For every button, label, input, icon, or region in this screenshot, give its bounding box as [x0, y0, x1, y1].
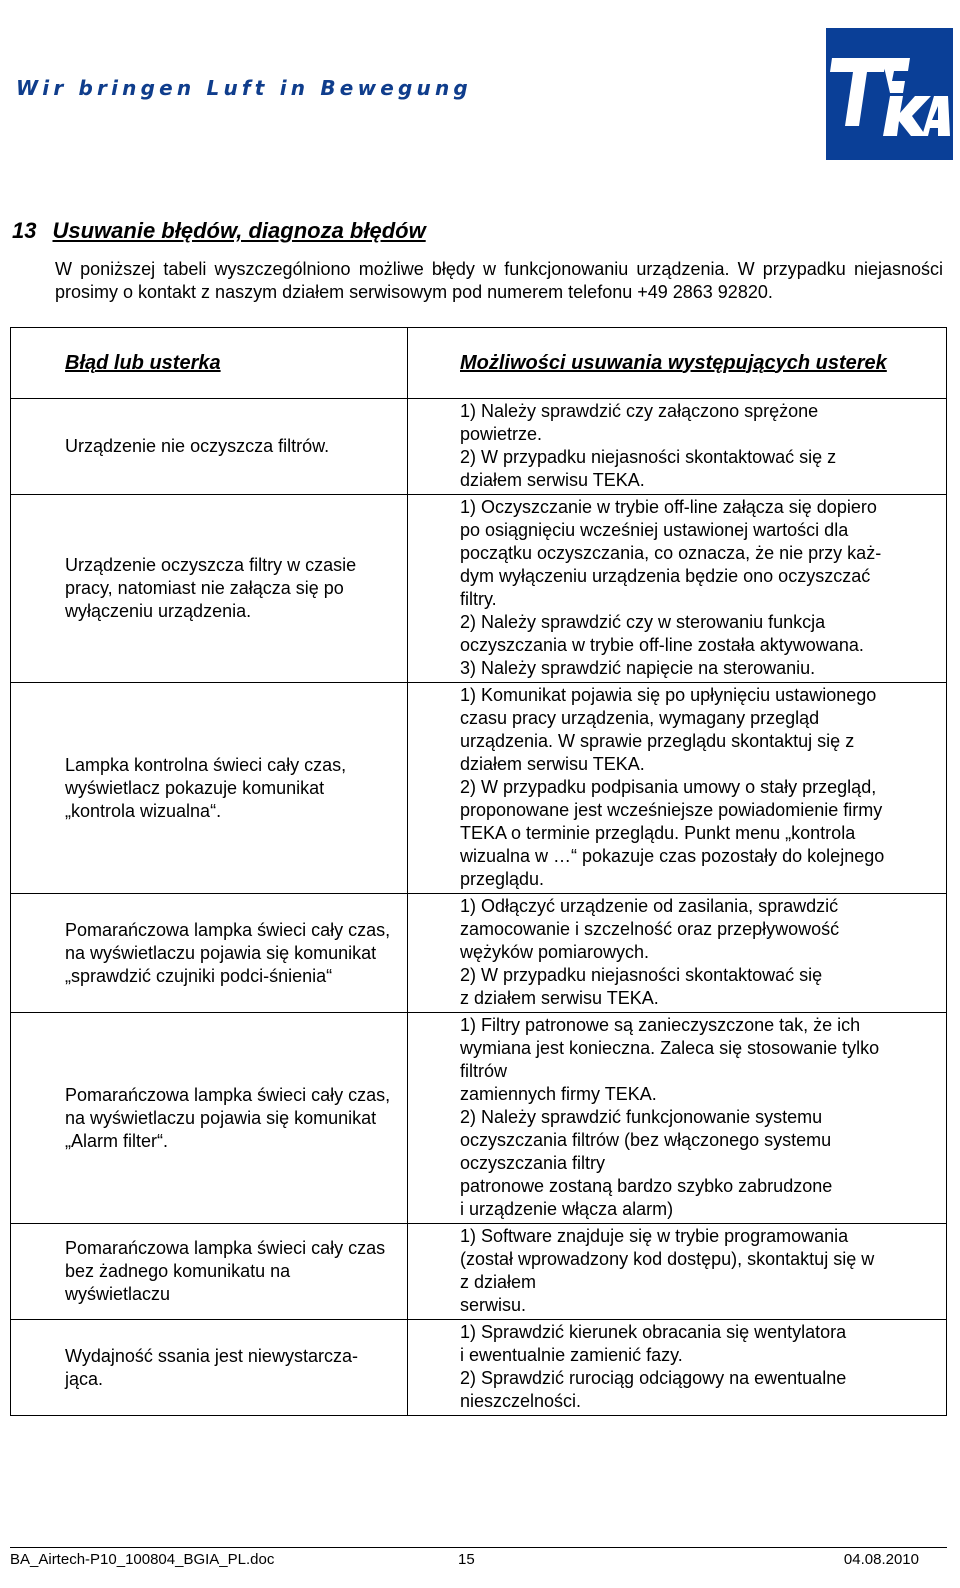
remedy-line: 2) Należy sprawdzić czy w sterowaniu funkcja	[460, 612, 826, 632]
remedy-line: z działem serwisu TEKA.	[460, 988, 659, 1008]
table-row	[11, 1224, 947, 1320]
section-heading	[12, 218, 426, 244]
remedy-line: zamiennych firmy TEKA.	[460, 1084, 657, 1104]
remedy-line: oczyszczania filtry	[460, 1153, 606, 1173]
remedy-line: 1) Software znajduje się w trybie programowania	[460, 1226, 849, 1246]
page-footer	[10, 1547, 947, 1568]
remedy-line: filtry.	[460, 589, 497, 609]
remedy-line: 3) Należy sprawdzić napięcie na sterowaniu.	[460, 658, 816, 678]
remedy-cell	[408, 1224, 947, 1320]
section-intro: W poniższej tabeli wyszczególniono możliwe błędy w funkcjonowaniu urządzenia. W przypadku niejasności prosimy o kontakt z naszym działem serwisowym pod numerem telefonu +49 2863 92820.	[55, 259, 943, 302]
column-header-remedy: Możliwości usuwania występujących usterek	[408, 328, 947, 399]
remedy-line: filtrów	[460, 1061, 508, 1081]
remedy-cell	[408, 1013, 947, 1224]
section-title: Usuwanie błędów, diagnoza błędów	[52, 218, 426, 243]
remedy-cell	[408, 1320, 947, 1416]
remedy-line: działem serwisu TEKA.	[460, 754, 645, 774]
footer-page-number: 15	[458, 1551, 475, 1568]
fault-cell: Pomarańczowa lampka świeci cały czas, na wyświetlaczu pojawia się komunikat „sprawdzić czujniki podci-śnienia“	[11, 894, 408, 1013]
remedy-line: 2) W przypadku niejasności skontaktować się	[460, 965, 823, 985]
remedy-cell	[408, 495, 947, 683]
remedy-line: 2) W przypadku podpisania umowy o stały przegląd,	[460, 777, 877, 797]
remedy-line: wymiana jest konieczna. Zaleca się stosowanie tylko	[460, 1038, 880, 1058]
table-row	[11, 894, 947, 1013]
remedy-line: 1) Sprawdzić kierunek obracania się wentylatora	[460, 1322, 847, 1342]
remedy-line: 1) Oczyszczanie w trybie off-line załącza się dopiero	[460, 497, 877, 517]
teka-logo	[826, 28, 953, 160]
remedy-line: działem serwisu TEKA.	[460, 470, 645, 490]
remedy-line: przeglądu.	[460, 869, 545, 889]
remedy-line: wężyków pomiarowych.	[460, 942, 650, 962]
fault-cell: Pomarańczowa lampka świeci cały czas, na wyświetlaczu pojawia się komunikat „Alarm filter“.	[11, 1013, 408, 1224]
remedy-line: urządzenia. W sprawie przeglądu skontaktuj się z	[460, 731, 855, 751]
table-row	[11, 495, 947, 683]
remedy-line: TEKA o terminie przeglądu. Punkt menu „kontrola	[460, 823, 856, 843]
remedy-line: nieszczelności.	[460, 1391, 582, 1411]
fault-cell: Urządzenie oczyszcza filtry w czasie pracy, natomiast nie załącza się po wyłączeniu urządzenia.	[11, 495, 408, 683]
fault-cell: Pomarańczowa lampka świeci cały czas bez żadnego komunikatu na wyświetlaczu	[11, 1224, 408, 1320]
remedy-line: oczyszczania filtrów (bez włączonego systemu	[460, 1130, 832, 1150]
remedy-line: z działem	[460, 1272, 537, 1292]
remedy-line: patronowe zostaną bardzo szybko zabrudzone	[460, 1176, 833, 1196]
table-row	[11, 683, 947, 894]
table-row	[11, 399, 947, 495]
table-row	[11, 1013, 947, 1224]
remedy-line: początku oczyszczania, co oznacza, że nie przy każ-	[460, 543, 882, 563]
troubleshooting-table	[10, 327, 947, 1416]
remedy-line: 1) Komunikat pojawia się po upłynięciu ustawionego	[460, 685, 877, 705]
column-header-fault: Błąd lub usterka	[11, 328, 408, 399]
remedy-line: (został wprowadzony kod dostępu), skontaktuj się w	[460, 1249, 875, 1269]
remedy-line: oczyszczania w trybie off-line została aktywowana.	[460, 635, 864, 655]
remedy-line: dym wyłączeniu urządzenia będzie ono oczyszczać	[460, 566, 871, 586]
footer-date: 04.08.2010	[843, 1551, 919, 1568]
remedy-line: 1) Filtry patronowe są zanieczyszczone tak, że ich	[460, 1015, 861, 1035]
remedy-cell	[408, 683, 947, 894]
teka-logo-mark	[826, 28, 953, 160]
remedy-line: zamocowanie i szczelność oraz przepływowość	[460, 919, 840, 939]
fault-cell: Urządzenie nie oczyszcza filtrów.	[11, 399, 408, 495]
remedy-line: 2) Sprawdzić rurociąg odciągowy na ewentualne	[460, 1368, 847, 1388]
remedy-line: wizualna w …“ pokazuje czas pozostały do kolejnego	[460, 846, 885, 866]
remedy-line: serwisu.	[460, 1295, 527, 1315]
remedy-line: po osiągnięciu wcześniej ustawionej wartości dla	[460, 520, 849, 540]
remedy-line: 2) W przypadku niejasności skontaktować się z	[460, 447, 837, 467]
fault-cell: Lampka kontrolna świeci cały czas, wyświetlacz pokazuje komunikat „kontrola wizualna“.	[11, 683, 408, 894]
section-number: 13	[12, 218, 37, 243]
remedy-line: 1) Odłączyć urządzenie od zasilania, sprawdzić	[460, 896, 839, 916]
remedy-cell	[408, 894, 947, 1013]
footer-document-name: BA_Airtech-P10_100804_BGIA_PL.doc	[10, 1551, 275, 1568]
table-header-row	[11, 328, 947, 399]
remedy-line: 2) Należy sprawdzić funkcjonowanie systemu	[460, 1107, 823, 1127]
remedy-line: proponowane jest wcześniejsze powiadomienie firmy	[460, 800, 883, 820]
remedy-cell	[408, 399, 947, 495]
remedy-line: i ewentualnie zamienić fazy.	[460, 1345, 683, 1365]
remedy-line: i urządzenie włącza alarm)	[460, 1199, 674, 1219]
remedy-line: 1) Należy sprawdzić czy załączono sprężone	[460, 401, 819, 421]
header-slogan: Wir bringen Luft in Bewegung	[16, 76, 472, 100]
remedy-line: czasu pracy urządzenia, wymagany przegląd	[460, 708, 820, 728]
fault-cell: Wydajność ssania jest niewystarcza-jąca.	[11, 1320, 408, 1416]
remedy-line: powietrze.	[460, 424, 543, 444]
table-row	[11, 1320, 947, 1416]
